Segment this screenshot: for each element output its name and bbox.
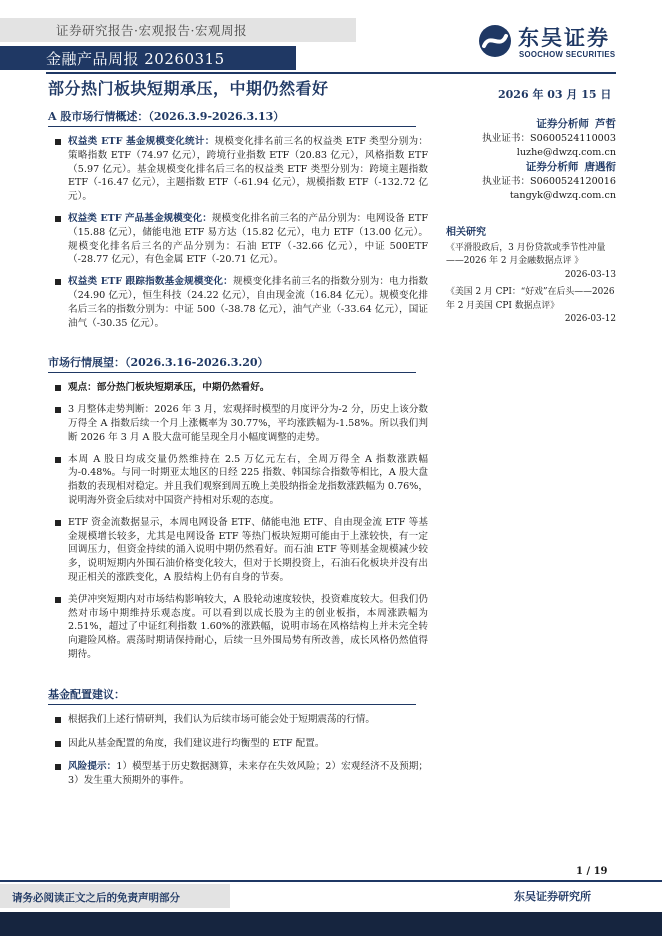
sidebar (446, 118, 616, 327)
list-item (48, 453, 428, 508)
bullet-square-icon (55, 741, 61, 747)
related-research-heading: 相关研究 (446, 226, 486, 238)
logo-text-cn: 东吴证券 (518, 26, 610, 50)
logo-text-en: SOOCHOW SECURITIES (519, 50, 616, 59)
analyst-cert: 执业证书：S0600524120016 (482, 176, 616, 188)
breadcrumb-bar (0, 18, 356, 42)
header-divider (46, 72, 616, 74)
bullet-square-icon (55, 385, 61, 391)
section-heading: 基金配置建议： (48, 687, 125, 701)
bullet-square-icon (55, 457, 61, 463)
section-outlook (48, 354, 438, 661)
soochow-logo-icon (478, 24, 512, 58)
bullet-text: 本周 A 股日均成交量仍然维持在 2.5 万亿元左右，全周万得全 A 指数涨跌幅为-0.48%。与同一时期亚太地区的日经 225 指数、韩国综合指数等相比，A 股大盘指数的表现相对稳定。并且我们观察到周五晚上美股纳指金龙指数涨跌幅为 0.76%，说明海外资金后续对中国资产持相对乐观的态度。 (68, 453, 428, 506)
analyst-block (446, 161, 616, 202)
breadcrumb: 证券研究报告·宏观报告·宏观周报 (56, 23, 247, 38)
list-item (48, 593, 428, 662)
bullet-square-icon (55, 139, 61, 145)
bullet-text: 规模变化排名前三名的权益类 ETF 类型分别为：策略指数 ETF（74.97 亿元），跨境行业指数 ETF（20.83 亿元），风格指数 ETF（5.97 亿元）。基金规模变化排名后三名的权益类 ETF 类型分别为：跨境主题指数 ETF（-16.47 亿元），主题指数 ETF（-61.94 亿元），规模指数 ETF（-132.72 亿元）。 (68, 136, 428, 203)
section-overview (48, 108, 438, 330)
list-item (48, 516, 428, 585)
analyst-email[interactable]: luzhe@dwzq.com.cn (516, 146, 616, 158)
bullet-lead: 权益类 ETF 跟踪指数基金规模变化： (68, 276, 233, 288)
bullet-text: 1）模型基于历史数据测算，未来存在失效风险；2）宏观经济不及预期；3）发生重大预期外的事件。 (68, 761, 428, 787)
analyst-block (446, 118, 616, 159)
main-content (48, 108, 438, 788)
section-heading: A 股市场行情概述：（2026.3.9-2026.3.13） (48, 110, 285, 123)
report-code-bar (0, 46, 296, 70)
related-research-date: 2026-03-12 (564, 314, 616, 325)
analyst-role: 证券分析师 (536, 118, 589, 130)
bullet-text: 因此从基金配置的角度，我们建议进行均衡型的 ETF 配置。 (68, 737, 325, 749)
disclaimer-text: 请务必阅读正文之后的免责声明部分 (12, 892, 180, 904)
company-logo (478, 22, 628, 64)
bullet-text: 根据我们上述行情研判，我们认为后续市场可能会处于短期震荡的行情。 (68, 713, 375, 725)
analyst-cert: 执业证书：S0600524110003 (482, 132, 616, 144)
analyst-name: 唐遇衔 (584, 161, 616, 174)
related-research-link[interactable]: 《美国 2 月 CPI：“好戏”在后头——2026 年 2 月美国 CPI 数据点评》 (446, 287, 615, 311)
bullet-text: ETF 资金流数据显示，本周电网设备 ETF、储能电池 ETF、自由现金流 ETF 等基金规模增长较多，尤其是电网设备 ETF 等热门板块短期可能由于上涨较快，有一定回调压力，但资金持续的涌入说明中期仍然看好。而石油 ETF 等则基金规模减少较多，说明短期内外围石油价格变化较大，但对于长期投资上，石油石化板块并没有出现正相关的涨跌变化，A 股结构上仍有自身的节奏。 (68, 516, 428, 583)
list-item (48, 760, 428, 788)
related-research-date: 2026-03-13 (564, 269, 616, 280)
analyst-role: 证券分析师 (525, 161, 579, 174)
section-underline (48, 372, 416, 373)
bullet-lead: 权益类 ETF 基金规模变化统计： (68, 136, 215, 147)
section-underline (48, 704, 416, 705)
bullet-square-icon (55, 216, 61, 222)
bullet-square-icon (55, 407, 61, 413)
report-date: 2026 年 03 月 15 日 (498, 88, 612, 101)
bullet-lead: 观点：部分热门板块短期承压，中期仍然看好。 (68, 382, 270, 394)
analyst-email[interactable]: tangyk@dwzq.com.cn (509, 189, 616, 201)
bullet-lead: 风险提示： (68, 761, 117, 773)
bullet-lead: 权益类 ETF 产品基金规模变化： (68, 212, 212, 224)
bullet-square-icon (55, 764, 61, 770)
report-code: 金融产品周报 20260315 (46, 50, 225, 68)
disclaimer-bar (0, 884, 230, 908)
bullet-square-icon (55, 717, 61, 723)
section-underline (48, 126, 416, 127)
footer-organization: 东吴证券研究所 (514, 890, 591, 903)
page-number: 1 / 19 (576, 866, 608, 877)
footer-band (0, 912, 662, 936)
list-item (48, 403, 428, 444)
list-item (48, 212, 428, 267)
list-item (48, 737, 428, 751)
section-heading: 市场行情展望：（2026.3.16-2026.3.20） (48, 356, 269, 370)
bullet-square-icon (55, 520, 61, 526)
bullet-square-icon (55, 597, 61, 603)
bullet-text: 3 月整体走势判断：2026 年 3 月，宏观择时模型的月度评分为-2 分，历史上该分数万得全 A 指数后续一个月上涨概率为 30.77%，平均涨跌幅为-1.58%。所以我们判断 2026 年 3 月 A 股大盘可能呈现全月小幅度调整的走势。 (68, 404, 428, 443)
related-research-link[interactable]: 《平滑股政后，3 月份贷款或季节性冲量——2026 年 2 月金融数据点评 》 (446, 242, 606, 267)
list-item (48, 713, 428, 727)
analyst-name: 芦哲 (595, 118, 616, 130)
bullet-text: 规模变化排名前三名的产品分别为：电网设备 ETF（15.88 亿元），储能电池 ETF 易方达（15.82 亿元），电力 ETF（13.00 亿元）。规模变化排名后三名的产品分别为：石油 ETF（-32.66 亿元），中证 500ETF（-28.77 亿元），有色金属 ETF（-20.71 亿元）。 (68, 212, 428, 266)
bullet-text: 美伊冲突短期内对市场结构影响较大，A 股轮动速度较快，投资难度较大。但我们仍然对市场中期维持乐观态度。可以看到以成长股为主的创业板指，本周涨跌幅为 2.51%，超过了中证红利指数 1.60%的涨跌幅，说明市场在风格结构上并未完全转向避险风格。震荡时期请保持耐心，后续一旦外围局势有所改善，成长风格仍然值得期待。 (68, 593, 428, 660)
bullet-text: 规模变化排名前三名的指数分别为：电力指数（24.90 亿元），恒生科技（24.22 亿元），自由现金流（16.84 亿元）。规模变化排名后三名的指数分别为：中证 500（-38.78 亿元），油气产业（-33.64 亿元），国证油气（-30.35 亿元）。 (68, 276, 428, 329)
footer-divider (0, 880, 662, 882)
list-item (48, 381, 428, 395)
page-title: 部分热门板块短期承压，中期仍然看好 (48, 79, 329, 98)
list-item (48, 135, 428, 204)
bullet-square-icon (55, 279, 61, 285)
list-item (48, 275, 428, 330)
section-allocation (48, 686, 438, 788)
